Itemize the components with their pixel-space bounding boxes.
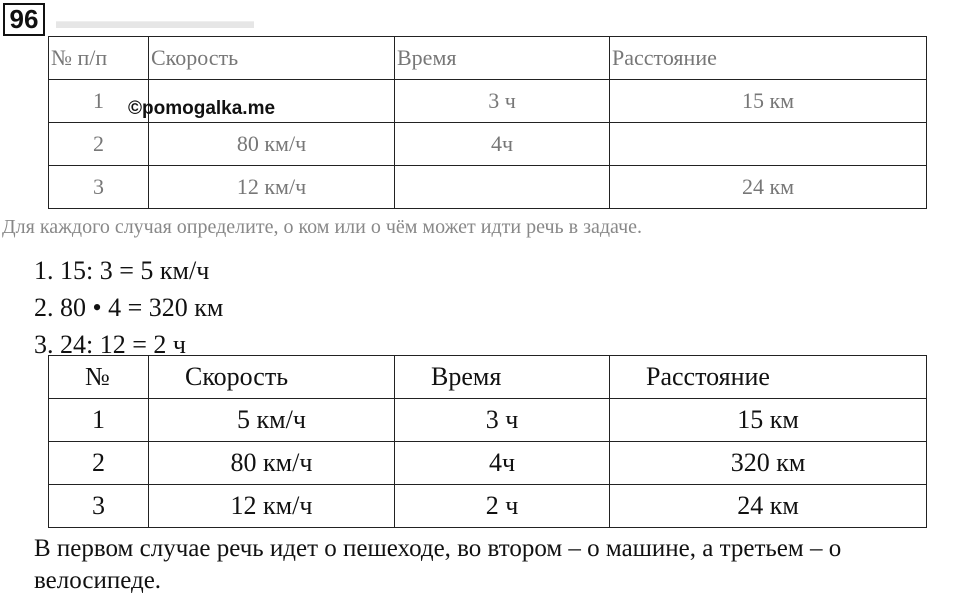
cell-number: 1 bbox=[49, 80, 149, 123]
table-row bbox=[49, 485, 927, 528]
cell-time: 3 ч bbox=[395, 399, 610, 442]
header-number: № п/п bbox=[49, 37, 149, 80]
cell-distance: 24 км bbox=[610, 166, 927, 209]
given-table bbox=[48, 36, 927, 209]
formula-list bbox=[34, 252, 223, 363]
instruction-text: Для каждого случая определите, о ком или о чём может идти речь в задаче. bbox=[2, 216, 643, 238]
header-time: Время bbox=[395, 356, 610, 399]
cell-speed: 12 км/ч bbox=[149, 485, 395, 528]
answer-text: В первом случае речь идет о пешеходе, во втором – о машине, а третьем – о велосипеде. bbox=[34, 535, 842, 594]
header-number: № bbox=[49, 356, 149, 399]
cell-speed: 80 км/ч bbox=[149, 123, 395, 166]
formula-line: 1. 15: 3 = 5 км/ч bbox=[34, 256, 210, 285]
task-number: 96 bbox=[3, 3, 45, 36]
header-distance: Расстояние bbox=[610, 356, 927, 399]
cell-time: 4ч bbox=[395, 442, 610, 485]
cell-time: 3 ч bbox=[395, 80, 610, 123]
cell-speed: 12 км/ч bbox=[149, 166, 395, 209]
cell-distance: 24 км bbox=[610, 485, 927, 528]
table-row bbox=[49, 442, 927, 485]
header-speed: Скорость bbox=[149, 37, 395, 80]
header-speed: Скорость bbox=[149, 356, 395, 399]
cell-number: 1 bbox=[49, 399, 149, 442]
header-time: Время bbox=[395, 37, 610, 80]
header-distance: Расстояние bbox=[610, 37, 927, 80]
solution-table-header bbox=[49, 356, 927, 399]
cell-time: 4ч bbox=[395, 123, 610, 166]
formula-line: 3. 24: 12 = 2 ч bbox=[34, 330, 186, 359]
cell-distance: 320 км bbox=[610, 442, 927, 485]
cell-time: 2 ч bbox=[395, 485, 610, 528]
cell-time bbox=[395, 166, 610, 209]
cell-distance: 15 км bbox=[610, 80, 927, 123]
cell-distance: 15 км bbox=[610, 399, 927, 442]
table-row bbox=[49, 123, 927, 166]
table-row bbox=[49, 166, 927, 209]
given-table-header bbox=[49, 37, 927, 80]
cell-number: 3 bbox=[49, 166, 149, 209]
cell-speed: 5 км/ч bbox=[149, 399, 395, 442]
formula-line: 2. 80 • 4 = 320 км bbox=[34, 293, 224, 322]
cell-number: 2 bbox=[49, 123, 149, 166]
watermark: ©pomogalka.me bbox=[128, 98, 276, 119]
cell-distance bbox=[610, 123, 927, 166]
cell-number: 3 bbox=[49, 485, 149, 528]
faded-heading: ▬▬▬▬▬▬▬▬▬ bbox=[56, 8, 254, 33]
cell-speed: 80 км/ч bbox=[149, 442, 395, 485]
solution-table bbox=[48, 355, 927, 528]
cell-number: 2 bbox=[49, 442, 149, 485]
table-row bbox=[49, 399, 927, 442]
